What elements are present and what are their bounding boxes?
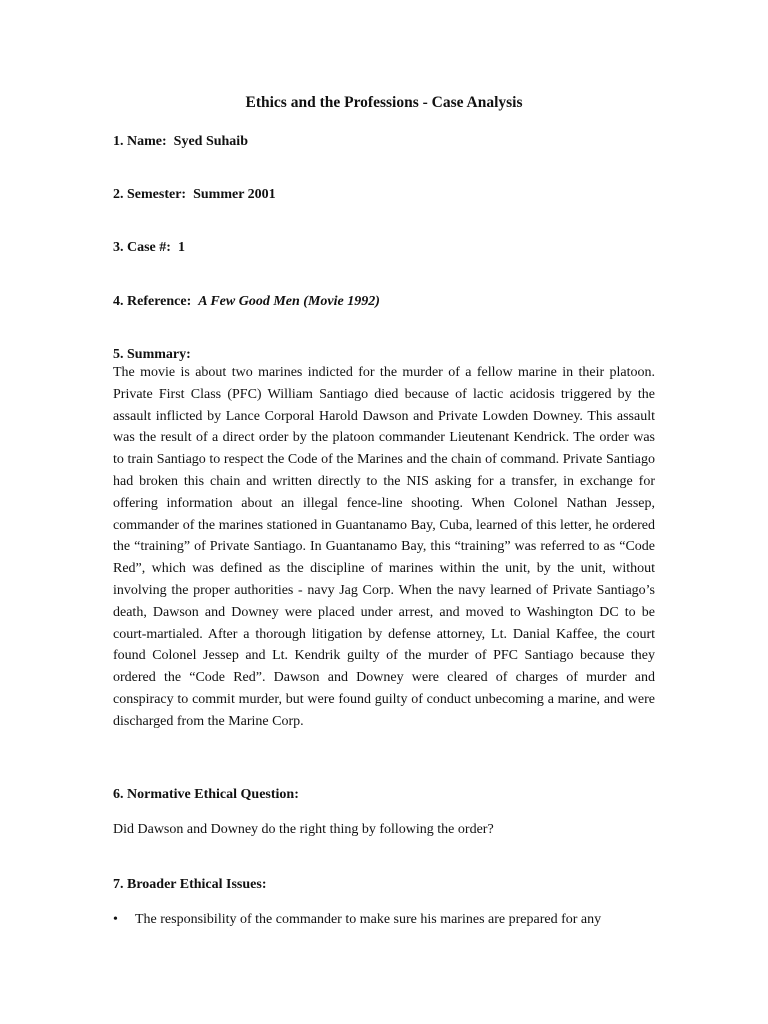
reference-value: A Few Good Men (Movie 1992) <box>198 294 380 309</box>
case-label: 3. Case #: <box>113 240 171 255</box>
semester-value: Summer 2001 <box>193 187 276 202</box>
name-field <box>113 132 248 152</box>
case-value: 1 <box>177 240 185 255</box>
case-field <box>113 238 185 258</box>
broader-heading <box>113 875 267 895</box>
name-value: Syed Suhaib <box>173 134 248 149</box>
normative-heading <box>113 785 299 805</box>
bullet-list-item <box>113 910 655 930</box>
bullet-text: The responsibility of the commander to make sure his marines are prepared for any <box>135 912 602 927</box>
name-label: 1. Name: <box>113 134 167 149</box>
reference-field <box>113 292 380 312</box>
normative-heading-text: 6. Normative Ethical Question: <box>113 787 299 802</box>
summary-paragraph: The movie is about two marines indicted for the murder of a fellow marine in their platoon. Private First Class (PFC) William Santiago died because of lactic acidosis triggered by the assault inflicted by Lance Corporal Harold Dawson and Private Lowden Downey. This assault was the result of a direct order by the platoon commander Lieutenant Kendrick. The order was to train Santiago to respect the Code of the Marines and the chain of command. Private Santiago had broken this chain and written directly to the NIS asking for a transfer, in exchange for offering information about an illegal fence-line shooting. When Colonel Nathan Jessep, commander of the marines stationed in Guantanamo Bay, Cuba, learned of this letter, he ordered the “training” of Private Santiago. In Guantanamo Bay, this “training” was referred to as “Code Red”, which was defined as the discipline of marines within the unit, by the unit, without involving the proper authorities - navy Jag Corp. When the navy learned of Private Santiago’s death, Dawson and Downey were placed under arrest, and moved to Washington DC to be court-martialed. After a thorough litigation by defense attorney, Lt. Danial Kaffee, the court found Colonel Jessep and Lt. Kendrik guilty of the murder of PFC Santiago because they ordered the “Code Red”. Dawson and Downey were cleared of charges of murder and conspiracy to commit murder, but were found guilty of conduct unbecoming a marine, and were discharged from the Marine Corp. <box>113 365 655 729</box>
semester-label: 2. Semester: <box>113 187 187 202</box>
broader-heading-text: 7. Broader Ethical Issues: <box>113 877 267 892</box>
semester-field <box>113 185 276 205</box>
summary-heading-text: 5. Summary: <box>113 347 191 362</box>
document-title: Ethics and the Professions - Case Analysis <box>245 94 523 111</box>
reference-label: 4. Reference: <box>113 294 192 309</box>
bullet-dot-icon: • <box>113 912 118 927</box>
normative-question: Did Dawson and Downey do the right thing by following the order? <box>113 822 494 837</box>
